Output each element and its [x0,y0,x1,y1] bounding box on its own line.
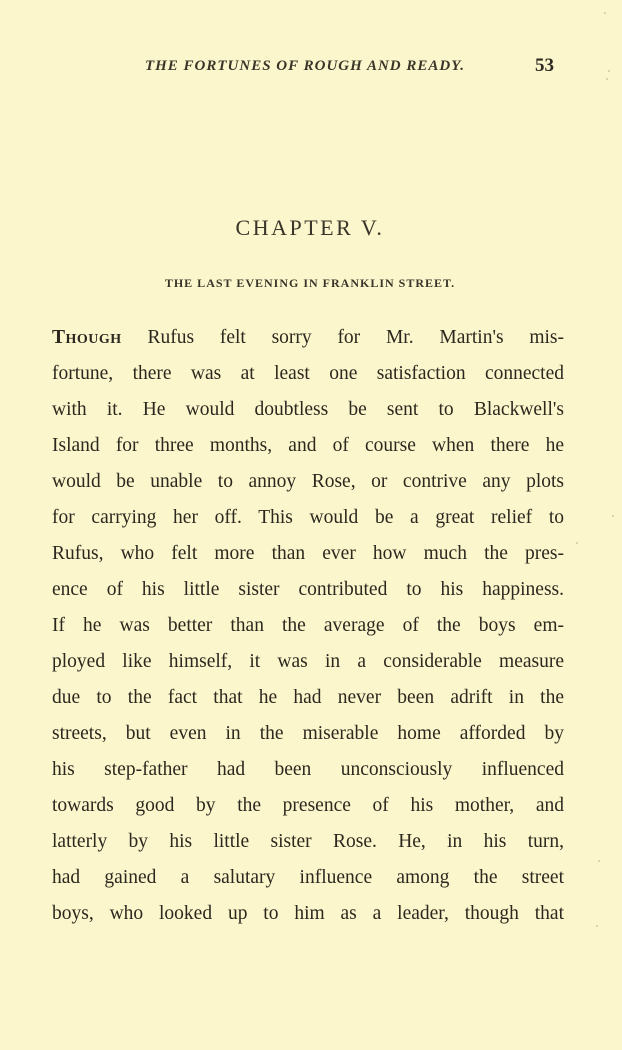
chapter-title: CHAPTER V. [235,215,385,240]
running-head: THE FORTUNES OF ROUGH AND READY. [144,58,466,74]
text-line-5: would be unable to annoy Rose, or contrive any plots [52,471,564,492]
text-line-1-rest: Rufus felt sorry for Mr. Martin's mis- [121,327,564,348]
text-line-6: for carrying her off. This would be a great relief to [52,507,564,528]
text-line-16: had gained a salutary influence among the street [52,867,564,888]
paper-speck [576,542,578,544]
paper-speck [596,925,598,927]
text-line-15: latterly by his little sister Rose. He, in his turn, [52,831,564,852]
page-number: 53 [535,55,554,76]
text-line-2: fortune, there was at least one satisfaction connected [52,363,564,384]
text-line-1 [52,320,564,356]
text-line-12: streets, but even in the miserable home afforded by [52,723,564,744]
text-line-4: Island for three months, and of course when there he [52,435,564,456]
text-line-8: ence of his little sister contributed to his happiness. [52,579,564,600]
text-line-13: his step-father had been unconsciously influenced [52,759,564,780]
paper-speck [604,12,606,14]
text-line-3: with it. He would doubtless be sent to Blackwell's [52,399,564,420]
body-text [52,320,564,932]
text-line-10: ployed like himself, it was in a considerable measure [52,651,564,672]
chapter-subtitle: THE LAST EVENING IN FRANKLIN STREET. [164,276,456,290]
text-line-14: towards good by the presence of his mother, and [52,795,564,816]
text-line-7: Rufus, who felt more than ever how much the pres- [52,543,564,564]
opening-word: Though [52,327,122,348]
text-line-9: If he was better than the average of the boys em- [52,615,564,636]
paper-speck [606,78,608,80]
paper-speck [612,515,614,517]
paper-speck [608,70,610,72]
text-line-11: due to the fact that he had never been adrift in the [52,687,564,708]
paper-speck [598,860,600,862]
text-line-17: boys, who looked up to him as a leader, though that [52,903,564,924]
